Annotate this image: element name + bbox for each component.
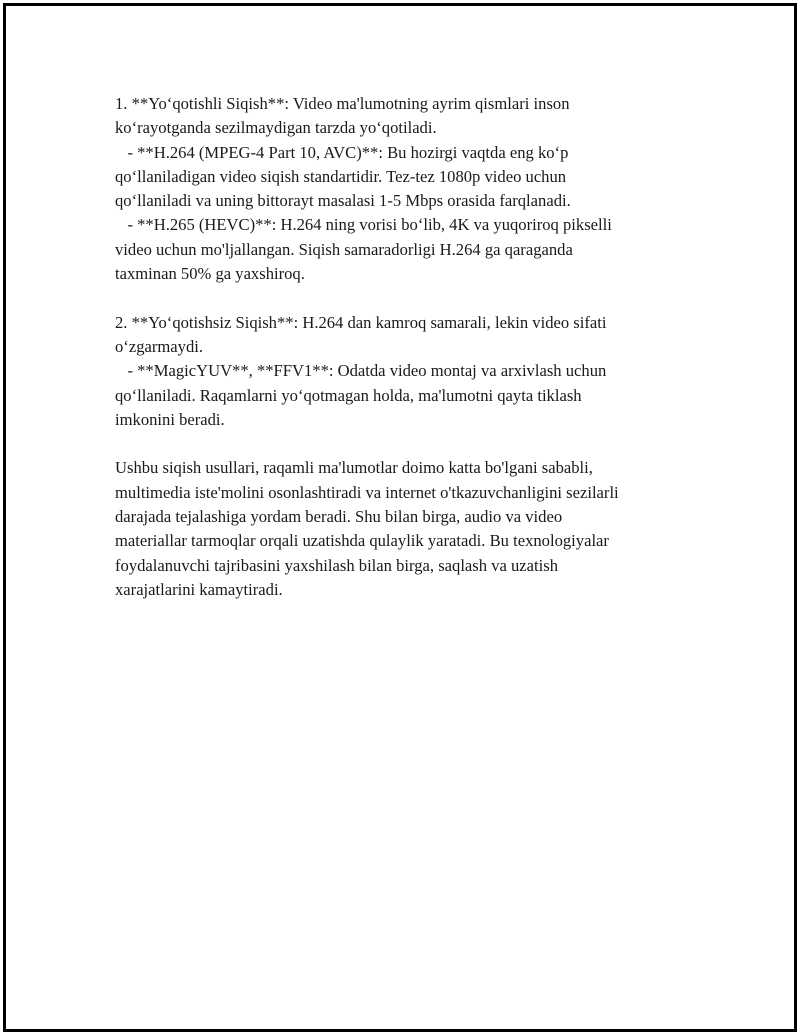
paragraph-conclusion xyxy=(115,456,685,602)
paragraph-gap xyxy=(115,286,685,310)
text-line: ko‘rayotganda sezilmaydigan tarzda yo‘qotiladi. xyxy=(115,118,437,138)
text-line: - **H.264 (MPEG-4 Part 10, AVC)**: Bu hozirgi vaqtda eng ko‘p xyxy=(115,142,569,162)
text-line: darajada tejalashiga yordam beradi. Shu bilan birga, audio va video xyxy=(115,507,563,527)
text-line: video uchun mo'ljallangan. Siqish samaradorligi H.264 ga qaraganda xyxy=(115,239,573,259)
paragraph-lossy-compression xyxy=(115,92,685,286)
document-body xyxy=(115,92,685,602)
text-line: qo‘llaniladi. Raqamlarni yo‘qotmagan holda, ma'lumotni qayta tiklash xyxy=(115,385,582,405)
text-line: taxminan 50% ga yaxshiroq. xyxy=(115,264,305,284)
text-line: - **H.265 (HEVC)**: H.264 ning vorisi bo‘lib, 4K va yuqoriroq pikselli xyxy=(115,215,612,235)
text-line: - **MagicYUV**, **FFV1**: Odatda video montaj va arxivlash uchun xyxy=(115,361,607,381)
text-line: Ushbu siqish usullari, raqamli ma'lumotlar doimo katta bo'lgani sababli, xyxy=(115,458,593,478)
paragraph-lossless-compression xyxy=(115,311,685,432)
text-line: xarajatlarini kamaytiradi. xyxy=(115,579,283,599)
text-line: foydalanuvchi tajribasini yaxshilash bilan birga, saqlash va uzatish xyxy=(115,555,559,575)
text-line: 2. **Yo‘qotishsiz Siqish**: H.264 dan kamroq samarali, lekin video sifati xyxy=(115,312,607,332)
text-line: 1. **Yo‘qotishli Siqish**: Video ma'lumotning ayrim qismlari inson xyxy=(115,94,570,113)
paragraph-gap xyxy=(115,432,685,456)
text-line: qo‘llaniladigan video siqish standartidir. Tez-tez 1080p video uchun xyxy=(115,166,567,186)
text-line: qo‘llaniladi va uning bittorayt masalasi 1-5 Mbps orasida farqlanadi. xyxy=(115,191,571,211)
text-line: materiallar tarmoqlar orqali uzatishda qulaylik yaratadi. Bu texnologiyalar xyxy=(115,531,609,551)
text-line: o‘zgarmaydi. xyxy=(115,336,204,356)
text-line: multimedia iste'molini osonlashtiradi va internet o'tkazuvchanligini sezilarli xyxy=(115,482,619,502)
text-line: imkonini beradi. xyxy=(115,409,225,429)
